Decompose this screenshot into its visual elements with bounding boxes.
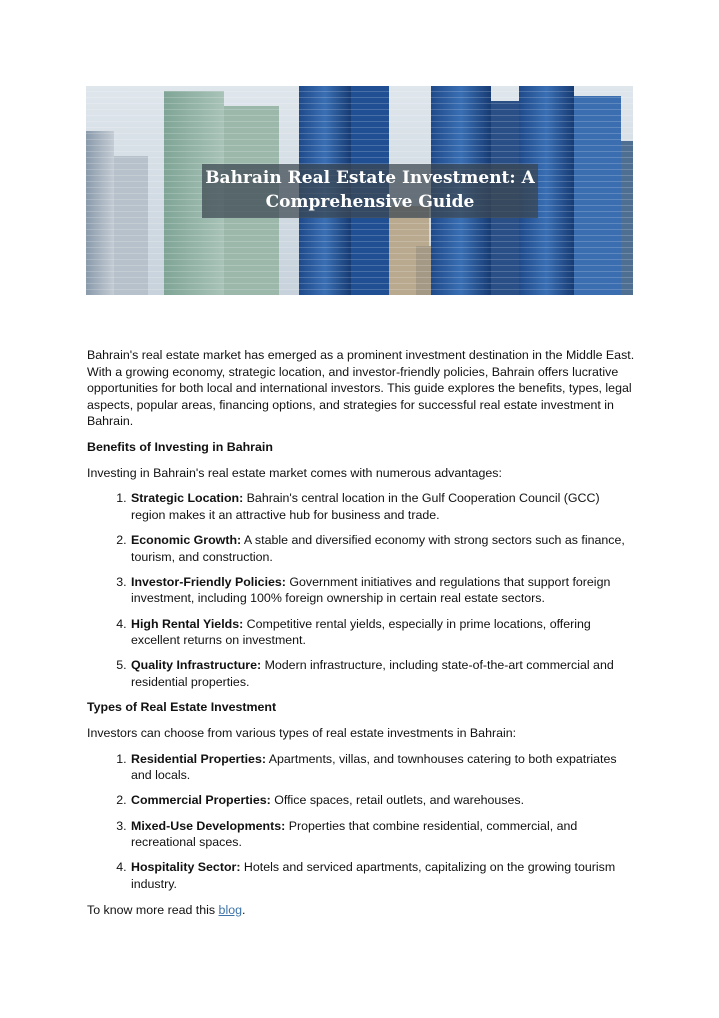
footer-prefix: To know more read this [87,902,219,917]
types-lead: Investors can choose from various types of real estate investments in Bahrain: [87,726,517,741]
list-item-text: Modern infrastructure, including state-of-the-art commercial and residential properties. [131,658,614,689]
benefits-lead: Investing in Bahrain's real estate market comes with numerous advantages: [87,465,502,480]
list-item [130,792,637,809]
article-body [87,347,637,927]
list-item-text: Office spaces, retail outlets, and warehouses. [270,793,525,808]
list-item-text: Competitive rental yields, especially in prime locations, offering excellent returns on investment. [131,616,591,648]
types-list [87,751,637,893]
list-item-title: Strategic Location: [131,491,244,506]
list-item [130,751,637,784]
list-item-title: Residential Properties: [131,751,266,766]
list-item-title: Mixed-Use Developments: [131,818,286,833]
list-item [130,574,637,607]
list-item-text: Apartments, villas, and townhouses catering to both expatriates and locals. [131,751,617,783]
blog-link[interactable]: blog [218,902,242,917]
list-item-title: Hospitality Sector: [131,860,241,875]
types-heading: Types of Real Estate Investment [87,700,277,715]
benefits-list [87,490,637,690]
list-item [130,490,637,523]
banner-title-overlay [202,164,538,218]
list-item-title: Investor-Friendly Policies: [131,574,286,589]
list-item [130,616,637,649]
hero-banner-image [86,86,633,295]
list-item-text: Hotels and serviced apartments, capitalizing on the growing tourism industry. [131,860,616,891]
list-item-title: Economic Growth: [131,532,242,547]
list-item-text: Bahrain's central location in the Gulf Cooperation Council (GCC) region makes it an attractive hub for business and trade. [131,491,600,522]
list-item-title: High Rental Yields: [131,616,244,631]
list-item-text: A stable and diversified economy with strong sectors such as finance, tourism, and construction. [131,532,625,564]
list-item [130,818,637,851]
benefits-heading: Benefits of Investing in Bahrain [87,439,273,454]
banner-title-line-1: Bahrain Real Estate Investment: A [205,168,535,188]
list-item [130,859,637,892]
list-item-text: Properties that combine residential, commercial, and recreational spaces. [131,818,578,850]
footer-suffix: . [241,902,246,917]
intro-paragraph: Bahrain's real estate market has emerged as a prominent investment destination in the Middle East. With a growing economy, strategic location, and investor-friendly policies, Bahrain offers lucrative opportunities for both local and international investors. This guide explores the benefits, types, legal aspects, popular areas, financing options, and strategies for successful real estate investment in Bahrain. [87,348,635,429]
list-item [130,532,637,565]
banner-title-line-2: Comprehensive Guide [265,192,475,212]
list-item-title: Commercial Properties: [131,793,271,808]
list-item-text: Government initiatives and regulations that support foreign investment, including 100% foreign ownership in certain real estate sectors. [131,574,611,606]
footer-paragraph [87,902,637,919]
list-item [130,657,637,690]
list-item-title: Quality Infrastructure: [131,658,262,673]
